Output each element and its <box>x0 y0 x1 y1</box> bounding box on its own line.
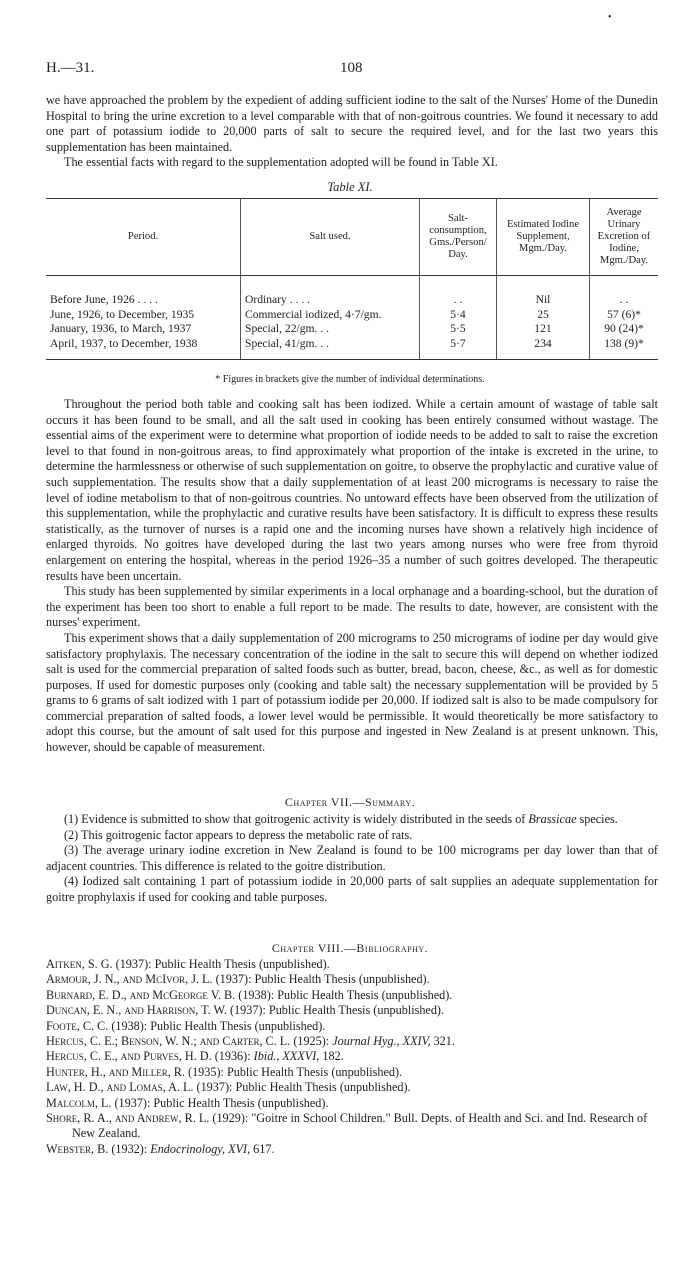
cell-excretion: 138 (9)* <box>590 337 659 360</box>
entry-authors: Webster, B. <box>46 1141 109 1156</box>
entry-page: 182. <box>319 1049 344 1064</box>
bibliography-entry <box>46 1065 658 1080</box>
supplementation-table <box>46 198 658 360</box>
entry-authors: Foote, C. C. <box>46 1018 109 1033</box>
table-row <box>46 308 658 323</box>
cell-consumption: 5·5 <box>420 322 497 337</box>
entry-journal: Endocrinology, XVI, <box>150 1141 251 1156</box>
entry-authors: Hercus, C. E., and Purves, H. D. <box>46 1049 212 1064</box>
intro-paragraph-2: The essential facts with regard to the supplementation adopted will be found in Table XI. <box>64 155 498 170</box>
cell-salt: Special, 41/gm. . . <box>241 337 420 360</box>
bibliography-entry <box>46 957 658 972</box>
header-period: Period. <box>46 199 241 276</box>
cell-salt: Special, 22/gm. . . <box>241 322 420 337</box>
summary-item-1-end: species. <box>576 812 618 826</box>
entry-details: (1938): Public Health Thesis (unpublished). <box>108 1018 326 1033</box>
table-row <box>46 276 658 308</box>
page-mark: • <box>608 12 612 23</box>
cell-supplement: 121 <box>497 322 590 337</box>
header-salt: Salt used. <box>241 199 420 276</box>
entry-details: (1925): <box>290 1034 333 1049</box>
summary-item-4: (4) Iodized salt containing 1 part of potassium iodide in 20,000 parts of salt supplies an adequate supplementation for goitre prophylaxis if used for cooking and table purposes. <box>46 874 658 904</box>
intro-section <box>46 93 658 171</box>
header-supplement: Estimated Iodine Supplement, Mgm./Day. <box>497 199 590 276</box>
summary-item-2: (2) This goitrogenic factor appears to depress the metabolic rate of rats. <box>64 827 413 842</box>
table-caption: Table XI. <box>327 180 373 194</box>
bibliography-entry <box>46 988 658 1003</box>
intro-paragraph-1: we have approached the problem by the expedient of adding sufficient iodine to the salt of the Nurses' Home of the Dunedin Hospital to bring the urine excretion to a level comparable with that of non-goitrous countries. We found it necessary to add one part of potassium iodide to 20,000 parts of salt to secure the required level, and for the last two years this supplementation has been maintained. <box>46 93 658 154</box>
table-row <box>46 337 658 360</box>
entry-page: 617. <box>250 1141 275 1156</box>
entry-authors: Duncan, E. N., and Harrison, T. W. <box>46 1003 227 1018</box>
entry-authors: Burnard, E. D., and McGeorge V. B. <box>46 987 236 1002</box>
cell-consumption: 5·4 <box>420 308 497 323</box>
bibliography-entry <box>46 1034 658 1049</box>
entry-journal: Journal Hyg., XXIV, <box>332 1034 431 1049</box>
entry-details: (1938): Public Health Thesis (unpublished). <box>235 987 453 1002</box>
summary-item-3: (3) The average urinary iodine excretion in New Zealand is found to be 100 micrograms per day lower than that of adjacent countries. This difference is related to the goitre distribution. <box>46 843 658 873</box>
entry-authors: Aitken, S. G. <box>46 957 113 971</box>
bibliography-entry <box>46 1019 658 1034</box>
entry-authors: Hercus, C. E.; Benson, W. N.; and Carter, C. L. <box>46 1034 291 1049</box>
summary-section <box>46 812 658 906</box>
entry-authors: Law, H. D., and Lomas, A. L. <box>46 1080 194 1095</box>
cell-period: June, 1926, to December, 1935 <box>50 307 195 321</box>
entry-authors: Hunter, H., and Miller, R. <box>46 1064 185 1079</box>
bibliography-entry <box>46 1049 658 1064</box>
entry-authors: Shore, R. A., and Andrew, R. L. <box>46 1111 210 1126</box>
header-consumption: Salt-consumption, Gms./Person/ Day. <box>420 199 497 276</box>
entry-details: (1929): "Goitre in School Children." Bull. Depts. of Health and Sci. and Ind. Research of New Zealand. <box>72 1111 648 1141</box>
entry-page: 321. <box>430 1034 455 1049</box>
entry-details: (1937): Public Health Thesis (unpublished). <box>112 957 330 971</box>
entry-journal: Ibid., XXXVI, <box>253 1049 320 1064</box>
discussion-paragraph-2: This study has been supplemented by similar experiments in a local orphanage and a boarding-school, but the duration of the experiment has been too short to enable a full report to be made. The results to date, however, are consistent with the nurses' experiment. <box>46 584 658 630</box>
table-footnote: * Figures in brackets give the number of individual determinations. <box>215 374 485 385</box>
bibliography-list <box>46 957 658 1157</box>
cell-excretion: 57 (6)* <box>590 308 659 323</box>
cell-period: April, 1937, to December, 1938 <box>46 337 241 360</box>
cell-supplement: 25 <box>497 308 590 323</box>
bibliography-entry <box>46 1096 658 1111</box>
cell-excretion: 90 (24)* <box>590 322 659 337</box>
genus-name: Brassicae <box>528 812 577 826</box>
entry-details: (1932): <box>108 1141 151 1156</box>
bibliography-entry <box>46 1111 658 1142</box>
bibliography-entry <box>46 1003 658 1018</box>
entry-details: (1937): Public Health Thesis (unpublished). <box>111 1095 329 1110</box>
chapter-7-heading: Chapter VII.—Summary. <box>284 795 416 809</box>
entry-details: (1937): Public Health Thesis (unpublished). <box>193 1080 411 1095</box>
entry-authors: Armour, J. N., and McIvor, J. L. <box>46 972 213 987</box>
entry-details: (1937): Public Health Thesis (unpublished). <box>226 1003 445 1018</box>
cell-consumption: . . <box>420 276 497 308</box>
entry-details: (1936): <box>211 1049 254 1064</box>
cell-supplement: 234 <box>497 337 590 360</box>
cell-salt: Ordinary . . . . <box>241 276 420 308</box>
bibliography-entry <box>46 1142 658 1157</box>
discussion-section <box>46 397 658 756</box>
entry-details: (1935): Public Health Thesis (unpublished). <box>184 1064 403 1079</box>
cell-supplement: Nil <box>497 276 590 308</box>
discussion-paragraph-1: Throughout the period both table and cooking salt has been iodized. While a certain amount of wastage of table salt occurs it has been found to be small, and all the salt used in cooking has been entirely consumed without wastage. The essential aims of the experiment were to determine what proportion of iodide needs to be added to salt to raise the excretion level to that found in non-goitrous areas, to find approximately what proportion of the intake is excreted in the urine, to determine the harmlessness or otherwise of such supplementation on goitre, to observe the prophylactic and curative value of such supplementation. The results show that a daily supplementation of at least 200 micrograms is necessary to raise the level of iodine metabolism to that of non-goitrous countries. No untoward effects have been observed from the utilization of this supplementation, while the prophylactic and curative results have been satisfactory. It is difficult to express these results statistically, as the turnover of nurses is a rapid one and the incoming nurses have shown a relatively high incidence of enlarged thyroids. No goitres have developed during the last two years among nurses who were free from thyroid enlargement on entering the hospital, whereas in the period 1926–35 a number of such goitres developed. The therapeutic results have been uncertain. <box>46 397 658 583</box>
table-row <box>46 322 658 337</box>
page-number: 108 <box>340 60 363 76</box>
chapter-8-heading: Chapter VIII.—Bibliography. <box>271 941 429 955</box>
bibliography-entry <box>46 1080 658 1095</box>
bibliography-entry <box>46 972 658 987</box>
cell-period: Before June, 1926 . . . . <box>50 293 158 306</box>
cell-salt: Commercial iodized, 4·7/gm. <box>241 308 420 323</box>
cell-consumption: 5·7 <box>420 337 497 360</box>
summary-item-1-text: (1) Evidence is submitted to show that goitrogenic activity is widely distributed in the seeds of <box>64 812 526 826</box>
table-header-row <box>46 199 658 276</box>
cell-excretion: . . <box>590 276 659 308</box>
summary-item-1 <box>46 812 658 828</box>
entry-details: (1937): Public Health Thesis (unpublished). <box>212 972 430 987</box>
cell-period: January, 1936, to March, 1937 <box>50 322 192 335</box>
header-excretion: Average Urinary Excretion of Iodine, Mgm./Day. <box>590 199 659 276</box>
discussion-paragraph-3: This experiment shows that a daily supplementation of 200 micrograms to 250 micrograms of iodine per day would give satisfactory prophylaxis. The necessary concentration of the iodine in the salt to secure this will depend on whether iodized salt is used for the commercial preparation of salted foods such as butter, bread, bacon, cheese, &c., as well as for domestic purposes. If used for domestic purposes only (cooking and table salt) the necessary supplementation will be provided by 5 grams to 6 grams of salt iodized with 1 part of potassium iodide per 20,000. If iodized salt is also to be made compulsory for commercial preparation of salted foods, a lower level would be permissible. It would theoretically be more satisfactory to adopt this course, but the amount of salt used for this purpose and ingested in New Zealand is at present unknown. This, however, should be capable of measurement. <box>46 630 658 755</box>
entry-authors: Malcolm, L. <box>46 1095 112 1110</box>
report-code: H.—31. <box>46 60 95 76</box>
